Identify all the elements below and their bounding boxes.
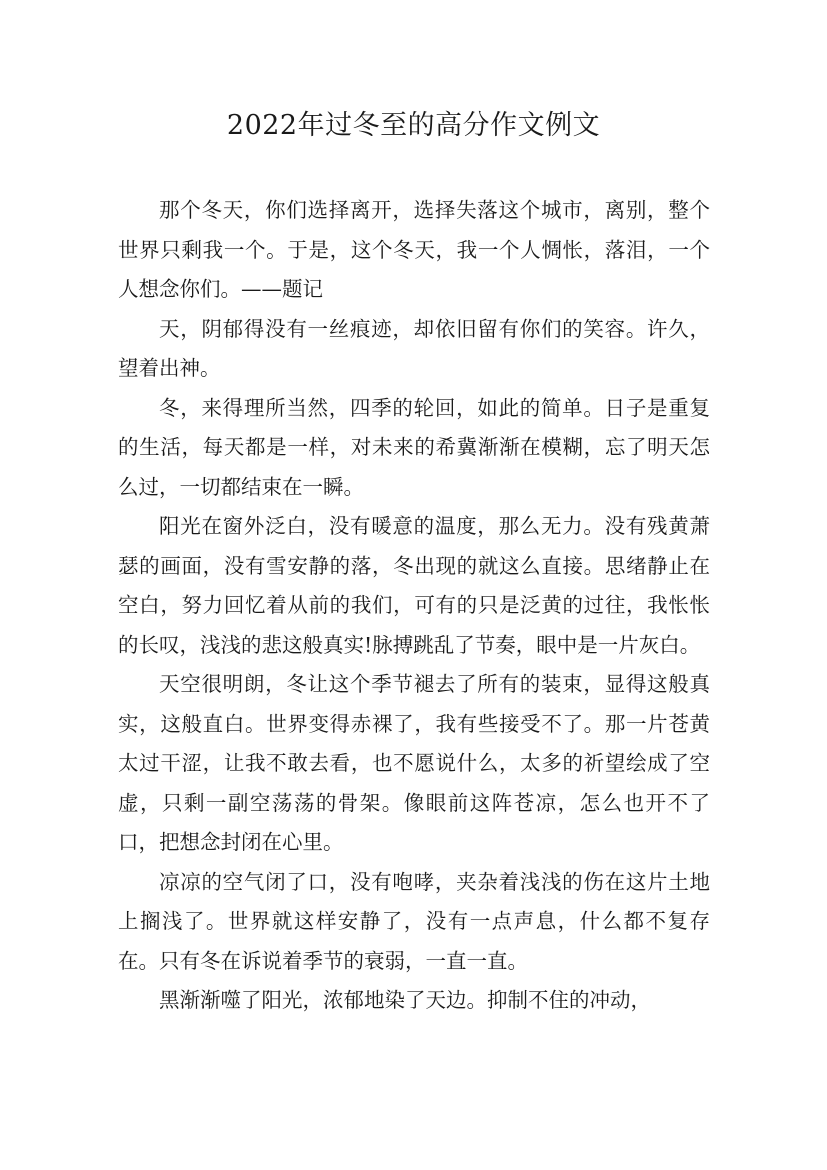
paragraph: 天，阴郁得没有一丝痕迹，却依旧留有你们的笑容。许久，望着出神。 — [118, 316, 710, 380]
paragraph: 凉凉的空气闭了口，没有咆哮，夹杂着浅浅的伤在这片土地上搁浅了。世界就这样安静了，没有一点声息，什么都不复存在。只有冬在诉说着季节的衰弱，一直一直。 — [118, 869, 710, 973]
essay-body — [118, 191, 710, 1021]
paragraph: 黑渐渐噬了阳光，浓郁地染了天边。抑制不住的冲动， — [159, 988, 651, 1012]
paragraph: 天空很明朗，冬让这个季节褪去了所有的装束，显得这般真实，这般直白。世界变得赤裸了，我有些接受不了。那一片苍黄太过干涩，让我不敢去看，也不愿说什么，太多的祈望绘成了空虚，只剩一副空荡荡的骨架。像眼前这阵苍凉，怎么也开不了口，把想念封闭在心里。 — [118, 672, 710, 854]
paragraph: 阳光在窗外泛白，没有暖意的温度，那么无力。没有残黄萧瑟的画面，没有雪安静的落，冬出现的就这么直接。思绪静止在空白，努力回忆着从前的我们，可有的只是泛黄的过往，我怅怅的长叹，浅浅的悲这般真实!脉搏跳乱了节奏，眼中是一片灰白。 — [118, 514, 710, 657]
page-title: 2022年过冬至的高分作文例文 — [226, 110, 601, 141]
paragraph: 冬，来得理所当然，四季的轮回，如此的简单。日子是重复的生活，每天都是一样，对未来的希冀渐渐在模糊，忘了明天怎么过，一切都结束在一瞬。 — [118, 395, 710, 499]
paragraph-epigraph: 那个冬天，你们选择离开，选择失落这个城市，离别，整个世界只剩我一个。于是，这个冬天，我一个人惆怅，落泪，一个人想念你们。——题记 — [118, 198, 710, 301]
